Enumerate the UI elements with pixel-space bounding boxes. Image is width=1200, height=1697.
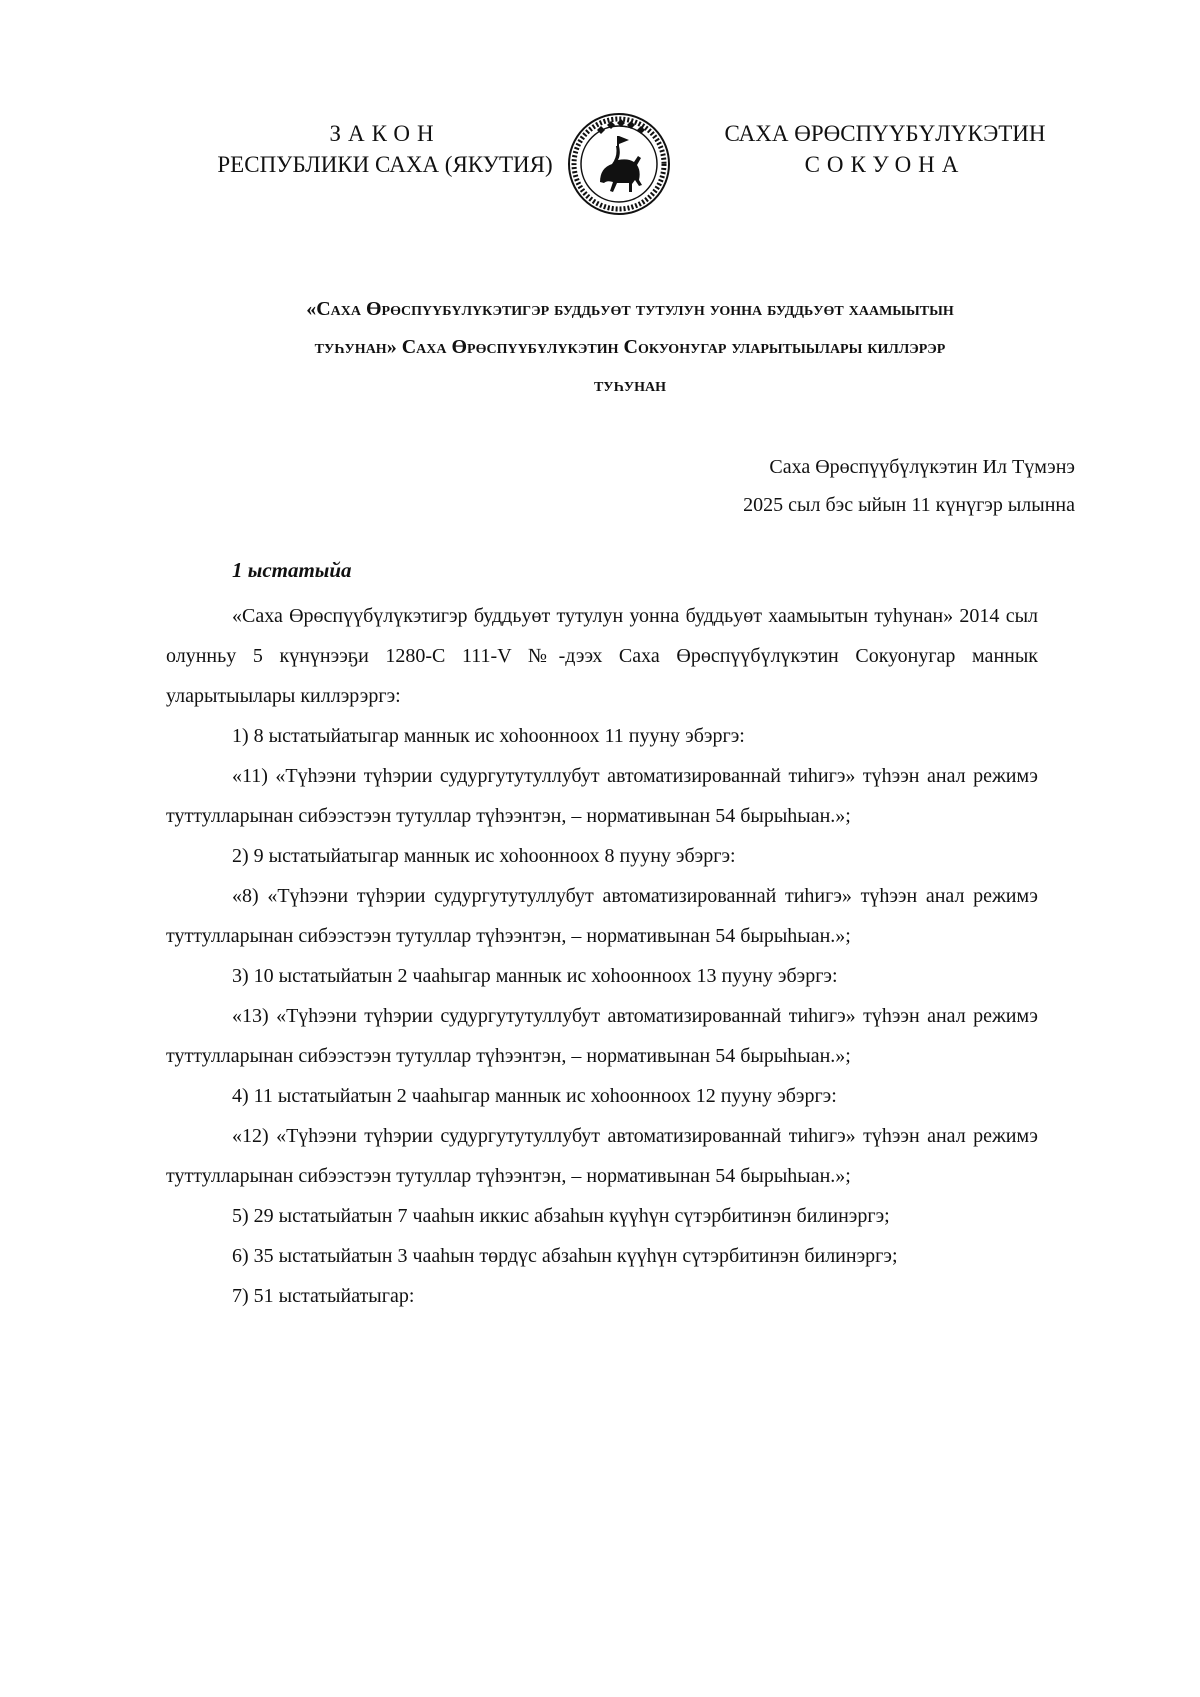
- paragraph: «12) «Түһээни түһэрии судургутутуллубут автоматизированнай тиһигэ» түһээн анал режимэ туттулларынан сибээстээн тутуллар түһээнтэн, – нормативынан 54 бырыһыан.»;: [166, 1125, 1038, 1187]
- adoption-body: Саха Өрөспүүбүлүкэтин Ил Түмэнэ: [769, 456, 1075, 478]
- paragraph: 4) 11 ыстатыйатын 2 чааһыгар маннык ис хоһоонноох 12 пууну эбэргэ:: [232, 1085, 837, 1107]
- paragraph: 6) 35 ыстатыйатын 3 чааһын төрдүс абзаһын күүһүн сүтэрбитинэн билинэргэ;: [232, 1245, 898, 1267]
- law-title-line2: туһунан» Саха Өрөспүүбүлүкэтин Сокуонугар уларытыылары киллэрэр: [314, 336, 946, 358]
- law-title-line1: «Саха Өрөспүүбүлүкэтигэр буддьуөт тутулун уонна буддьуөт хаамыытын: [306, 298, 954, 320]
- adoption-date: 2025 сыл бэс ыйын 11 күнүгэр ылынна: [743, 494, 1075, 516]
- adoption-info: [743, 448, 1075, 524]
- paragraph: «11) «Түһээни түһэрии судургутутуллубут автоматизированнай тиһигэ» түһээн анал режимэ туттулларынан сибээстээн тутуллар түһээнтэн, – нормативынан 54 бырыһыан.»;: [166, 765, 1038, 827]
- paragraph: 2) 9 ыстатыйатыгар маннык ис хоһоонноох 8 пууну эбэргэ:: [232, 845, 736, 867]
- paragraph: 5) 29 ыстатыйатын 7 чааһын иккис абзаһын күүһүн сүтэрбитинэн билинэргэ;: [232, 1205, 890, 1227]
- paragraph: 1) 8 ыстатыйатыгар маннык ис хоһоонноох 11 пууну эбэргэ:: [232, 725, 745, 747]
- header-right: [720, 118, 1050, 180]
- paragraph: «Саха Өрөспүүбүлүкэтигэр буддьуөт тутулун уонна буддьуөт хаамыытын туһунан» 2014 сыл олунньу 5 күнүнээҕи 1280-С 111-V №-дээх Саха Өрөспүүбүлүкэтин Сокуонугар маннык уларытыылары киллэрэргэ:: [166, 605, 1038, 707]
- paragraph: 3) 10 ыстатыйатын 2 чааһыгар маннык ис хоһоонноох 13 пууну эбэргэ:: [232, 965, 838, 987]
- header-left: [200, 118, 570, 180]
- article-heading: 1 ыстатыйа: [232, 558, 352, 582]
- header-left-line1: ЗАКОН: [329, 121, 441, 146]
- paragraph: «8) «Түһээни түһэрии судургутутуллубут автоматизированнай тиһигэ» түһээн анал режимэ туттулларынан сибээстээн тутуллар түһээнтэн, – нормативынан 54 бырыһыан.»;: [166, 885, 1038, 947]
- law-title: [170, 290, 1090, 404]
- article-body: [166, 596, 1038, 1316]
- header-right-line2: СОКУОНА: [804, 152, 966, 177]
- law-title-line3: туһунан: [593, 374, 667, 396]
- coat-of-arms-icon: [567, 112, 671, 216]
- paragraph: «13) «Түһээни түһэрии судургутутуллубут автоматизированнай тиһигэ» түһээн анал режимэ туттулларынан сибээстээн тутуллар түһээнтэн, – нормативынан 54 бырыһыан.»;: [166, 1005, 1038, 1067]
- header-left-line2: РЕСПУБЛИКИ САХА (ЯКУТИЯ): [217, 152, 553, 177]
- paragraph: 7) 51 ыстатыйатыгар:: [232, 1285, 415, 1307]
- header-right-line1: САХА ӨРӨСПҮҮБҮЛҮКЭТИН: [724, 121, 1046, 146]
